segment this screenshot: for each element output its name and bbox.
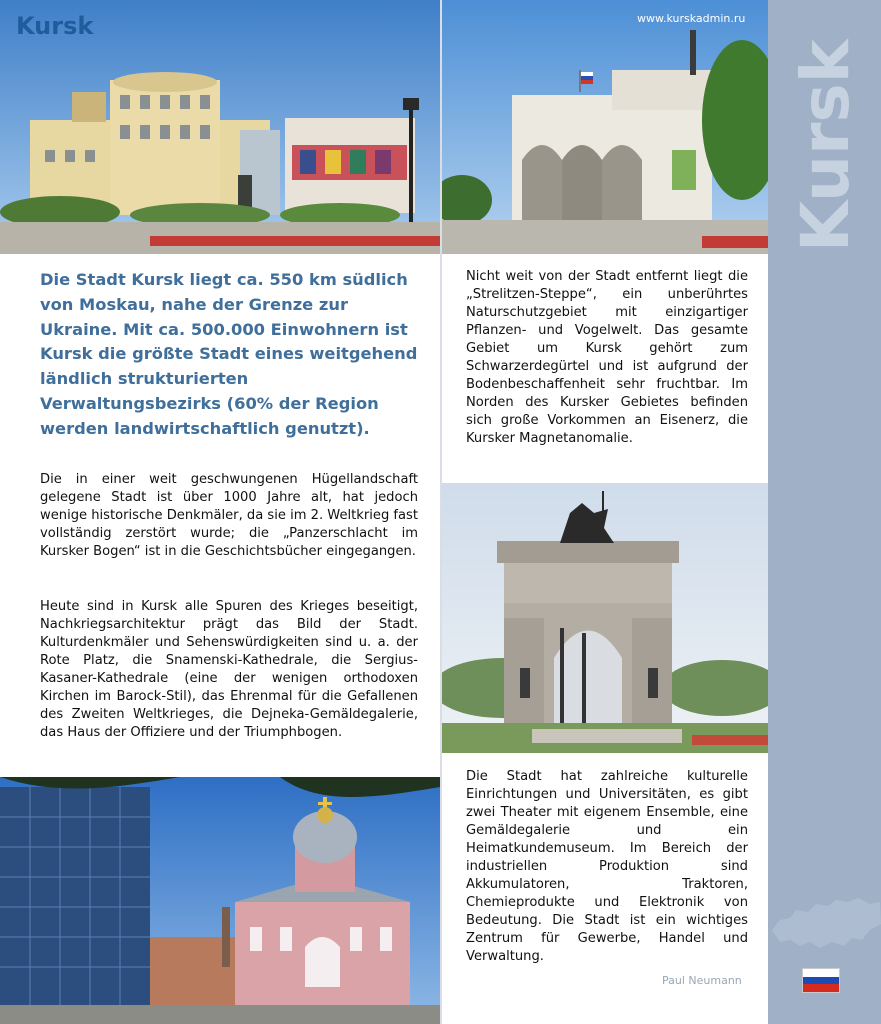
russia-map-icon	[770, 890, 881, 960]
cathedral-photo	[0, 777, 440, 1024]
body-paragraph-sights: Heute sind in Kursk alle Spuren des Krieges beseitigt, Nachkriegsarchitektur prägt das Bild der Stadt. Kulturdenkmäler und Sehenswürdigkeiten sind u. a. der Rote Platz, die Snamenski-Kathedrale, die Sergius-Kasaner-Kathedrale (eine der wenigen orthodoxen Kirchen im Barock-Stil), das Ehrenmal für die Gefallenen des Zweiten Weltkrieges, die Dejneka-Gemäldegalerie, das Haus der Offiziere und der Triumphbogen.	[40, 599, 418, 740]
page-title: Kursk	[16, 12, 94, 40]
author-credit: Paul Neumann	[662, 974, 742, 987]
column-divider	[440, 0, 442, 1024]
theater-photo	[442, 0, 768, 254]
sidebar-vertical-title-text: Kursk	[787, 39, 864, 252]
russian-flag-icon	[802, 968, 840, 993]
website-link[interactable]: www.kurskadmin.ru	[637, 12, 746, 25]
body-paragraph-nature: Nicht weit von der Stadt entfernt liegt die „Strelitzen-Steppe“, ein unberührtes Naturschutzgebiet mit einzigartiger Pflanzen- und Vogelwelt. Das gesamte Gebiet um Kursk gehört zum Schwarzerdegürtel und ist aufgrund der Bodenbeschaffenheit sehr fruchtbar. Im Norden des Kursker Gebietes befinden sich große Vorkommen an Eisenerz, die Kursker Magnetanomalie.	[466, 269, 748, 446]
lead-paragraph: Die Stadt Kursk liegt ca. 550 km südlich von Moskau, nahe der Grenze zur Ukraine. Mit ca. 500.000 Einwohnern ist Kursk die größte Stadt eines weitgehend ländlich strukturierten Verwaltungsbezirks (60% der Region werden landwirtschaftlich genutzt).	[40, 270, 418, 438]
body-paragraph-history: Die in einer weit geschwungenen Hügellandschaft gelegene Stadt ist über 1000 Jahre alt, hat jedoch wenige historische Denkmäler, da sie im 2. Weltkrieg fast vollständig zerstört wurde; die „Panzerschlacht im Kursker Bogen“ ist in die Geschichtsbücher eingegangen.	[40, 472, 419, 559]
sidebar-vertical-title	[770, 20, 880, 260]
triumphal-arch-photo	[442, 483, 768, 753]
body-paragraph-culture: Die Stadt hat zahlreiche kulturelle Einrichtungen und Universitäten, es gibt zwei Theater mit eigenem Ensemble, eine Gemäldegalerie und ein Heimatkundemuseum. Im Bereich der industriellen Produktion sind Akkumulatoren, Traktoren, Chemieprodukte und Elektronik von Bedeutung. Die Stadt ist ein wichtiges Zentrum für Gewerbe, Handel und Verwaltung.	[466, 769, 748, 964]
